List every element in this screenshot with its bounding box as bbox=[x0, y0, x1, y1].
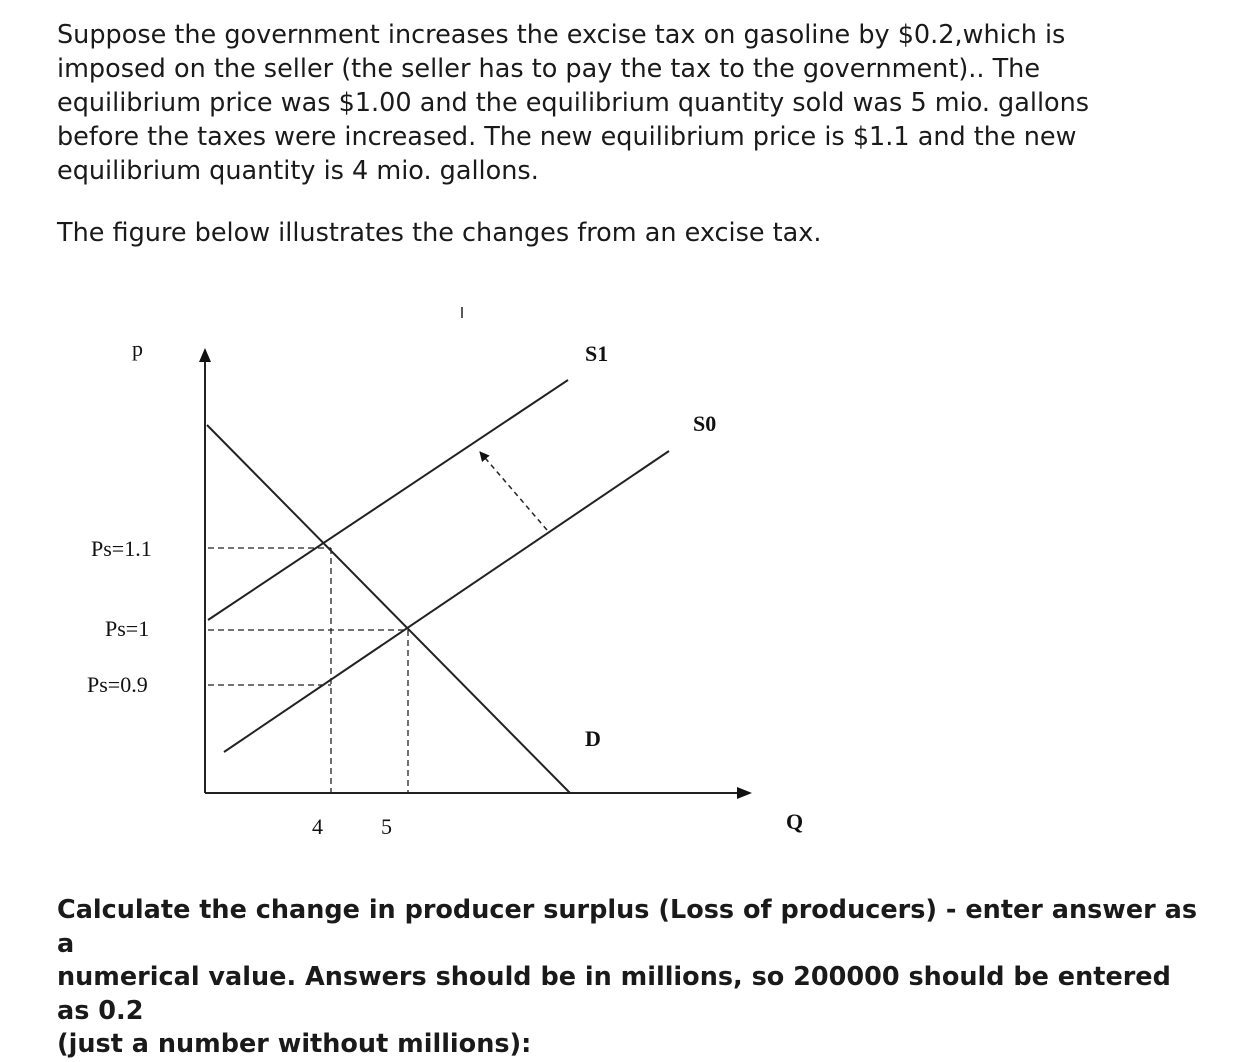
curve-label-s0: S0 bbox=[693, 411, 717, 436]
y-axis-arrow bbox=[199, 348, 211, 362]
intro-line: before the taxes were increased. The new equilibrium price is $1.1 and the new bbox=[57, 122, 1077, 152]
supply-curve-s1 bbox=[208, 380, 568, 620]
quantity-label-5: 5 bbox=[381, 814, 392, 839]
intro-line: equilibrium price was $1.00 and the equilibrium quantity sold was 5 mio. gallons bbox=[57, 88, 1090, 118]
demand-curve bbox=[207, 425, 570, 793]
question-prompt bbox=[57, 894, 1197, 1062]
prompt-line: Calculate the change in producer surplus (Loss of producers) - enter answer as a bbox=[57, 895, 1197, 959]
supply-shift-arrow bbox=[480, 452, 547, 530]
curve-label-d: D bbox=[585, 726, 601, 751]
y-axis-label: p bbox=[132, 336, 143, 361]
figure-caption: The figure below illustrates the changes from an excise tax. bbox=[57, 218, 822, 248]
quantity-label-4: 4 bbox=[312, 814, 323, 839]
intro-line: equilibrium quantity is 4 mio. gallons. bbox=[57, 156, 539, 186]
price-label-1-1: Ps=1.1 bbox=[91, 536, 152, 561]
intro-line: Suppose the government increases the excise tax on gasoline by $0.2,which is bbox=[57, 20, 1066, 50]
price-label-1: Ps=1 bbox=[105, 616, 150, 641]
price-label-0-9: Ps=0.9 bbox=[87, 672, 148, 697]
prompt-line: numerical value. Answers should be in millions, so 200000 should be entered as 0.2 bbox=[57, 962, 1171, 1026]
supply-curve-s0 bbox=[224, 451, 669, 752]
prompt-line: (just a number without millions): bbox=[57, 1029, 532, 1059]
intro-line: imposed on the seller (the seller has to pay the tax to the government).. The bbox=[57, 54, 1041, 84]
x-axis-arrow bbox=[737, 787, 752, 799]
curve-label-s1: S1 bbox=[585, 341, 609, 366]
x-axis-label: Q bbox=[786, 809, 804, 834]
